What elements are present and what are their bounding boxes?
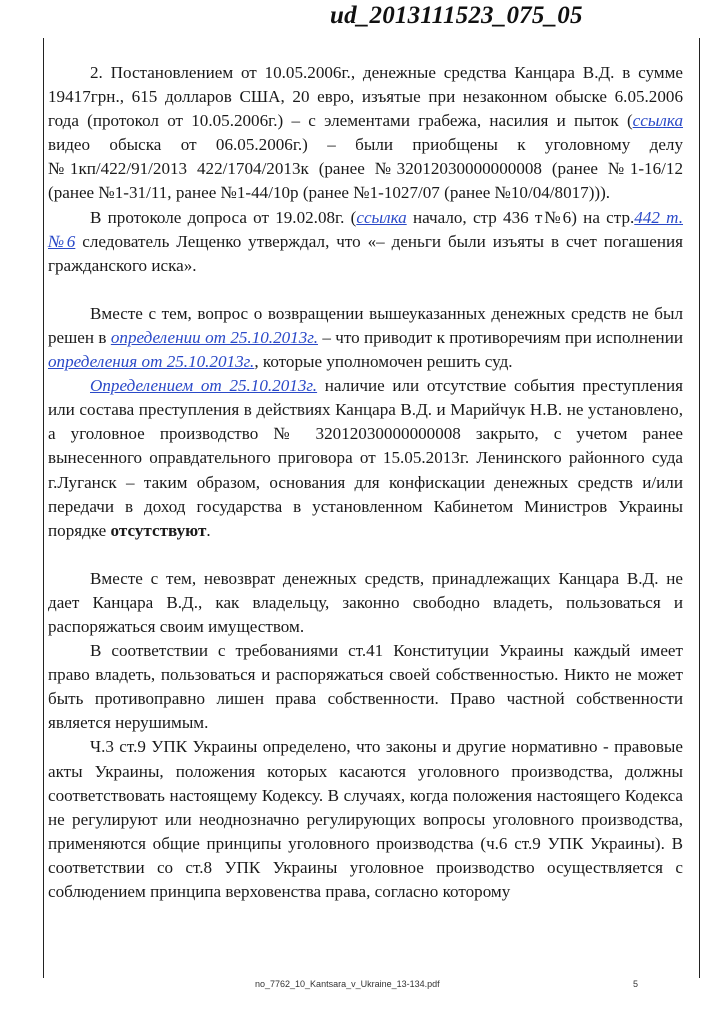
- paragraph-5: Вместе с тем, невозврат денежных средств, принадлежащих Канцара В.Д. не дает Канцара В.Д., как владельцу, законно свободно владеть, пользоваться и распоряжаться своим имуществом.: [48, 568, 683, 636]
- ruling-link-2[interactable]: определения от 25.10.2013г.: [48, 352, 255, 372]
- document-body: [48, 61, 683, 904]
- page-footer: [0, 979, 724, 997]
- paragraph-1-text-a: 2. Постановлением от 10.05.2006г., денежные средства Канцара В.Д. в сумме 19417грн., 615 долларов США, 20 евро, изъятые при незаконном обыске 6.05.2006 года (протокол от 10.05.2006г.) – с элементами грабежа, насилия и пыток (: [48, 63, 683, 131]
- video-link[interactable]: ссылка: [632, 111, 683, 131]
- ruling-link-3[interactable]: Определением от 25.10.2013г.: [90, 376, 318, 396]
- paragraph-2-text-a: В протоколе допроса от 19.02.08г. (: [90, 207, 357, 227]
- paragraph-4: [48, 374, 683, 543]
- paragraph-2-text-b: начало, стр 436 т№6) на стр.: [406, 207, 635, 227]
- paragraph-spacer: [48, 278, 683, 302]
- paragraph-spacer: [48, 543, 683, 567]
- paragraph-2: [48, 206, 683, 278]
- paragraph-1: [48, 61, 683, 206]
- footer-filename: no_7762_10_Kantsara_v_Ukraine_13-134.pdf: [255, 979, 440, 989]
- paragraph-1-text-b: видео обыска от 06.05.2006г.) – были приобщены к уголовному делу №1кп/422/91/2013 422/1704/2013к (ранее №32012030000000008 (ранее №1-16/12 (ранее №1-31/11, ранее №1-44/10р (ранее №1-1027/07 (ранее №10/04/8017))).: [48, 135, 683, 203]
- page-number: 5: [633, 979, 639, 989]
- paragraph-6: В соответствии с требованиями ст.41 Конституции Украины каждый имеет право владеть, пользоваться и распоряжаться своей собственностью. Никто не может быть противоправно лишен права собственности. Право частной собственности является нерушимым.: [48, 641, 683, 733]
- paragraph-3-text-a: Вместе с тем, вопрос о возвращении вышеуказанных денежных средств не был решен в: [48, 303, 683, 347]
- paragraph-4-bold: отсутствуют: [110, 520, 207, 540]
- paragraph-3-text-b: – что приводит к противоречиям при исполнении: [317, 327, 684, 347]
- ruling-link-1[interactable]: определении от 25.10.2013г.: [110, 327, 318, 347]
- paragraph-7: Ч.3 ст.9 УПК Украины определено, что законы и другие нормативно - правовые акты Украины, положения которых касаются уголовного производства, должны соответствовать настоящему Кодексу. В случаях, когда положения настоящего Кодекса не регулируют или неоднозначно регулирующих вопросы уголовного производства, применяются общие принципы уголовного производства (ч.6 ст.9 УПК Украины). В соответствии со ст.8 УПК Украины уголовное производство осуществляется с соблюдением принципа верховенства права, согласно которому: [48, 737, 683, 901]
- protocol-link[interactable]: ссылка: [356, 207, 407, 227]
- page-frame-right-border: [699, 38, 700, 978]
- paragraph-2-text-c: следователь Лещенко утверждал, что «– деньги были изъяты в счет погашения гражданского иска».: [48, 231, 683, 275]
- page-442-link[interactable]: 442 т. №6: [48, 207, 683, 251]
- paragraph-3: [48, 302, 683, 374]
- paragraph-3-text-c: , которые уполномочен решить суд.: [254, 352, 513, 372]
- document-id: ud_2013111523_075_05: [330, 2, 583, 29]
- paragraph-4-text-a: наличие или отсутствие события преступления или состава преступления в действиях Канцара В.Д. и Марийчук Н.В. не установлено, а уголовное производство № 32012030000000008 закрыто, с учетом ранее вынесенного оправдательного приговора от 15.05.2013г. Ленинского районного суда г.Луганск – таким образом, основания для конфискации денежных средств и/или передачи в доход государства в установленном Кабинетом Министров Украины порядке: [48, 376, 683, 540]
- page-frame-left-border: [43, 38, 44, 978]
- paragraph-4-text-b: .: [206, 520, 211, 540]
